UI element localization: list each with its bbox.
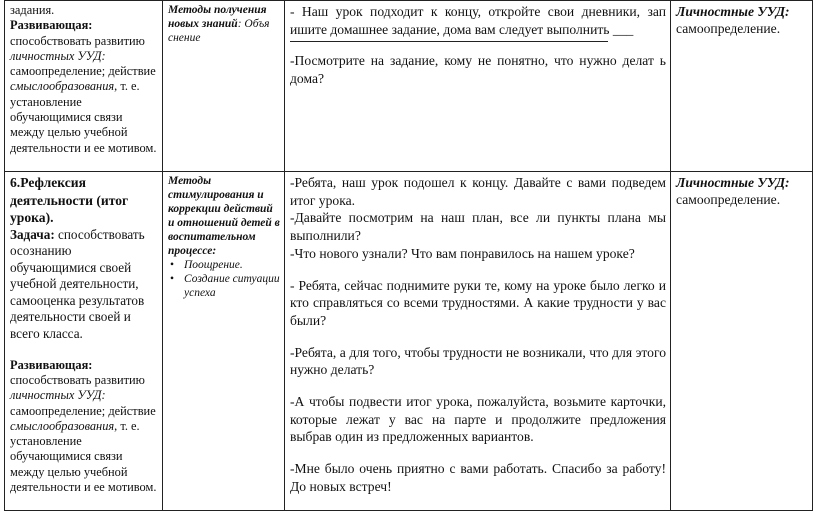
teacher-activity-cell [285,1,671,172]
methods-heading: Методы получения новых знаний [168,4,267,30]
task-description [10,227,158,343]
teacher-speech: - Ребята, сейчас поднимите руки те, кому на уроке было легко и кто справляться со всеми трудностями. А какие трудности у вас были? [290,277,666,328]
lesson-plan-table [4,0,813,511]
developmental-goal [10,358,158,496]
goal-text: , т. е. установление обучающимися связи между целью учебной деятельности и ее мотивом. [10,79,157,155]
methods-cell [163,1,285,172]
stage-cell [5,1,163,172]
previous-task-tail: задания. [10,3,55,17]
goal-italic: личностных УУД: [10,48,106,63]
task-text: способствовать осознанию обучающимися своей учебной деятельности, самооценка результатов деятельности своей и всего класса. [10,226,145,342]
methods-text: : Объя снение [168,18,270,44]
table-row [5,1,813,172]
goal-text: действие [108,64,156,79]
teacher-speech: - Наш урок подходит к концу, откройте свои дневники, зап ишите домашнее задание, дома вам следует выполнить ___ [290,4,666,37]
teacher-speech: -Ребята, а для того, чтобы трудности не возникали, что для этого нужно делать? [290,344,666,378]
methods-heading: Методы стимулирования и коррекции действий и отношений детей в воспитательном процессе: [168,175,280,257]
list-item: • Поощрение. [184,258,280,272]
uud-cell [671,172,813,511]
uud-text: самоопределение. [676,192,781,207]
teacher-speech: -Мне было очень приятно с вами работать. Спасибо за работу! До новых встреч! [290,461,666,494]
task-label: Задача: [10,226,55,242]
goal-text: способствовать развитию [10,33,145,48]
blank-line [290,38,608,42]
goal-text: способствовать развитию [10,372,145,387]
stage-title: 6.Рефлексия деятельности (итог урока). [10,175,129,225]
uud-text: самоопределение. [676,21,781,36]
methods-cell [163,172,285,511]
goal-text: действие [108,403,156,418]
goal-italic: смыслообразования [10,79,115,94]
goal-text: самоопределение; [10,64,106,79]
uud-label: Личностные УУД: [676,4,790,19]
teacher-speech: -А чтобы подвести итог урока, пожалуйста, возьмите карточки, которые лежат у вас на парте и продолжите предложения выбрав один из предложенных вариантов. [290,394,666,445]
list-item: • Создание ситуации успеха [184,272,280,300]
developmental-label: Развивающая: [10,18,93,33]
developmental-goal [10,18,158,156]
goal-text: самоопределение; [10,403,106,418]
stage-cell [5,172,163,511]
uud-label: Личностные УУД: [676,175,790,190]
teacher-speech: -Посмотрите на задание, кому не понятно, что нужно делат ь дома? [290,53,666,87]
goal-text: , т. е. установление обучающимися связи между целью учебной деятельности и ее мотивом. [10,418,157,495]
teacher-speech: -Ребята, наш урок подошел к концу. Давайте с вами подведем итог урока. [290,175,666,208]
teacher-speech: -Давайте посмотрим на наш план, все ли пункты плана мы выполнили? [290,210,666,244]
methods-list [168,258,280,300]
table-row [5,172,813,511]
teacher-activity-cell [285,172,671,511]
developmental-label: Развивающая: [10,357,93,372]
uud-cell [671,1,813,172]
teacher-speech: -Что нового узнали? Что вам понравилось на нашем уроке? [290,245,635,261]
goal-italic: смыслообразования [10,418,115,433]
goal-italic: личностных УУД: [10,388,106,403]
